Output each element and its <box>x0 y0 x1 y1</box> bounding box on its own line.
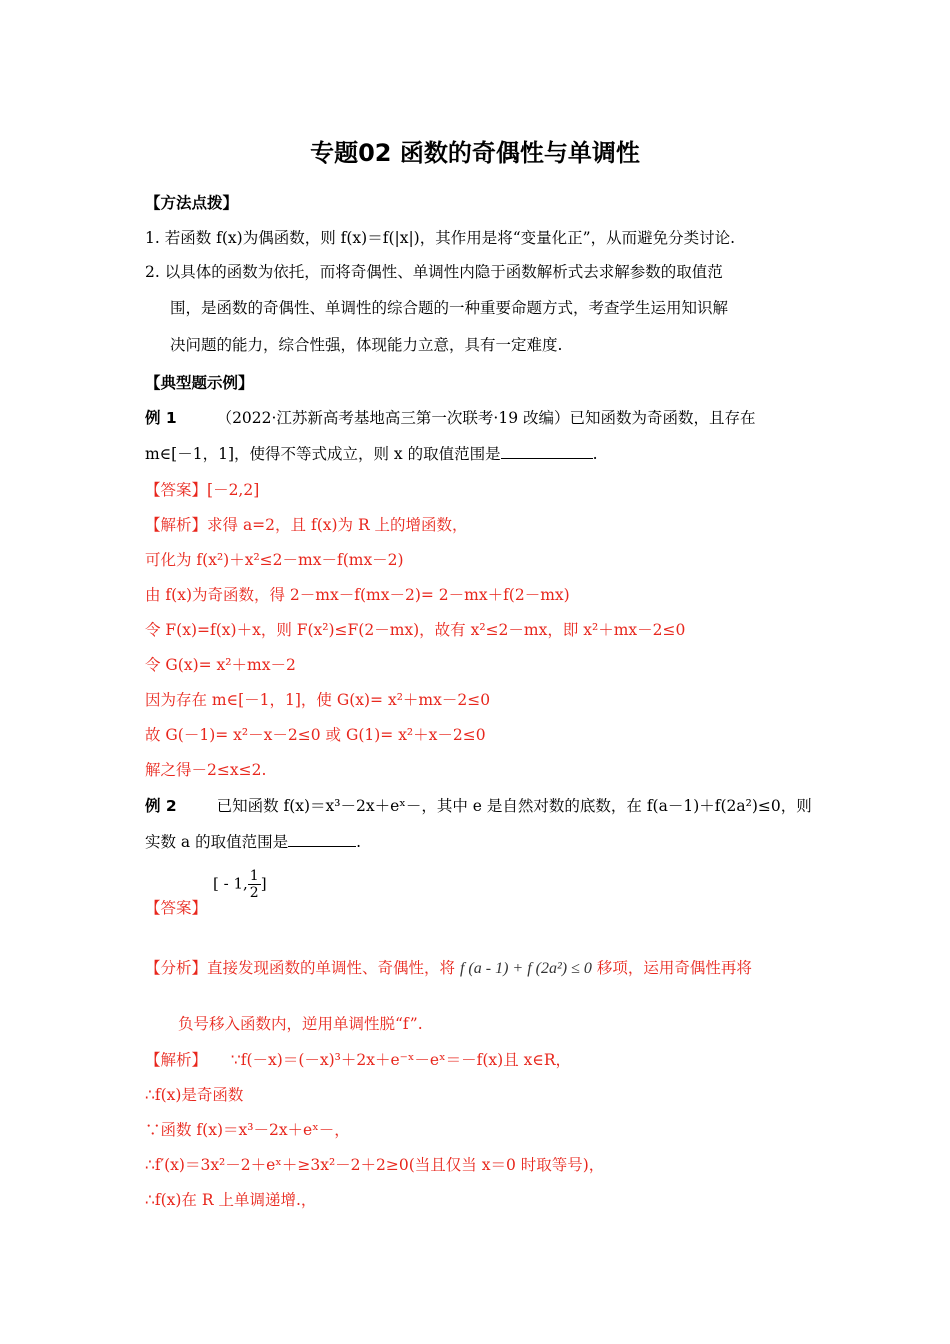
analysis-text: 直接发现函数的单调性、奇偶性，将 <box>207 959 456 977</box>
solution-step: ∴f(x)是奇函数 <box>145 1086 244 1104</box>
answer-label: 【答案】 <box>145 481 208 499</box>
fraction-denominator: 2 <box>249 885 259 901</box>
method-item-1: 1. 若函数 f(x)为偶函数，则 f(x)＝f(|x|)，其作用是将“变量化正”，从而避免分类讨论. <box>145 229 736 247</box>
solution-step: ∵f(－x)＝(－x)³＋2x＋e⁻ˣ－eˣ＝－f(x)且 x∈R， <box>230 1051 572 1069</box>
analysis-step: 令 G(x)= x²＋mx－2 <box>145 656 296 674</box>
analysis-label: 【分析】 <box>145 959 208 977</box>
answer-blank <box>501 444 593 459</box>
example-2-end-dot: . <box>356 833 362 851</box>
method-item-2-line-1: 2. 以具体的函数为依托，而将奇偶性、单调性内隐于函数解析式去求解参数的取值范 <box>145 263 723 281</box>
method-item-2-line-2: 围，是函数的奇偶性、单调性的综合题的一种重要命题方式，考查学生运用知识解 <box>170 299 729 317</box>
analysis-label: 【解析】 <box>145 516 208 534</box>
answer-label: 【答案】 <box>145 899 208 917</box>
method-header: 【方法点拨】 <box>145 194 239 212</box>
example-2-line-1 <box>145 796 812 816</box>
example-1-line-1 <box>145 408 756 428</box>
solution-step: ∴f′(x)＝3x²－2＋eˣ＋≥3x²－2＋2≥0(当且仅当 x＝0 时取等号)， <box>145 1156 605 1174</box>
analysis-text: 负号移入函数内，逆用单调性脱“f”. <box>178 1015 423 1033</box>
analysis-step: 令 F(x)=f(x)＋x，则 F(x²)≤F(2－mx)，故有 x²≤2－mx，即 x²＋mx－2≤0 <box>145 621 686 639</box>
analysis-text: 移项，运用奇偶性再将 <box>596 959 752 977</box>
example-1-label: 例 1 <box>145 409 177 427</box>
answer-value: [－2,2] <box>207 481 260 499</box>
example-2-analysis <box>145 958 752 979</box>
solution-step: ∴f(x)在 R 上单调递增.， <box>145 1191 317 1209</box>
analysis-step: 因为存在 m∈[－1，1]，使 G(x)= x²＋mx－2≤0 <box>145 691 491 709</box>
example-1-line-2 <box>145 444 598 464</box>
analysis-step: 解之得－2≤x≤2. <box>145 761 267 779</box>
example-1-text-2: m∈[－1，1]，使得不等式成立，则 x 的取值范围是 <box>145 445 501 463</box>
formula-image: f (a - 1) + f (2a²) ≤ 0 <box>459 960 592 977</box>
example-2-solution <box>145 1050 571 1070</box>
answer-blank <box>288 832 356 847</box>
fraction-numerator: 1 <box>249 868 259 884</box>
analysis-step: 故 G(－1)= x²－x－2≤0 或 G(1)= x²＋x－2≤0 <box>145 726 486 744</box>
example-2-line-2 <box>145 832 361 852</box>
example-2-text: 已知函数 f(x)＝x³－2x＋eˣ－，其中 e 是自然对数的底数，在 f(a－1)＋f(2a²)≤0，则 <box>216 797 812 815</box>
example-1-end-dot: . <box>592 445 598 463</box>
solution-label: 【解析】 <box>145 1051 208 1069</box>
example-1-answer <box>145 480 259 500</box>
answer-fraction <box>248 868 261 901</box>
example-2-label: 例 2 <box>145 797 177 815</box>
example-1-analysis <box>145 515 468 535</box>
examples-header: 【典型题示例】 <box>145 374 254 392</box>
answer-suffix: ] <box>260 874 267 893</box>
example-1-text: （2022·江苏新高考基地高三第一次联考·19 改编）已知函数为奇函数，且存在 <box>216 409 756 427</box>
analysis-step: 可化为 f(x²)＋x²≤2－mx－f(mx－2) <box>145 551 404 569</box>
answer-prefix: [ - 1, <box>213 874 248 893</box>
example-2-text-2: 实数 a 的取值范围是 <box>145 833 289 851</box>
answer-formula <box>213 868 267 901</box>
analysis-step: 由 f(x)为奇函数，得 2－mx－f(mx－2)= 2－mx＋f(2－mx) <box>145 586 570 604</box>
method-item-2-line-3: 决问题的能力，综合性强，体现能力立意，具有一定难度. <box>170 336 563 354</box>
page-title: 专题02 函数的奇偶性与单调性 <box>310 139 640 167</box>
analysis-step: 求得 a=2，且 f(x)为 R 上的增函数， <box>207 516 468 534</box>
solution-step: ∵函数 f(x)＝x³－2x＋eˣ－， <box>145 1121 350 1139</box>
